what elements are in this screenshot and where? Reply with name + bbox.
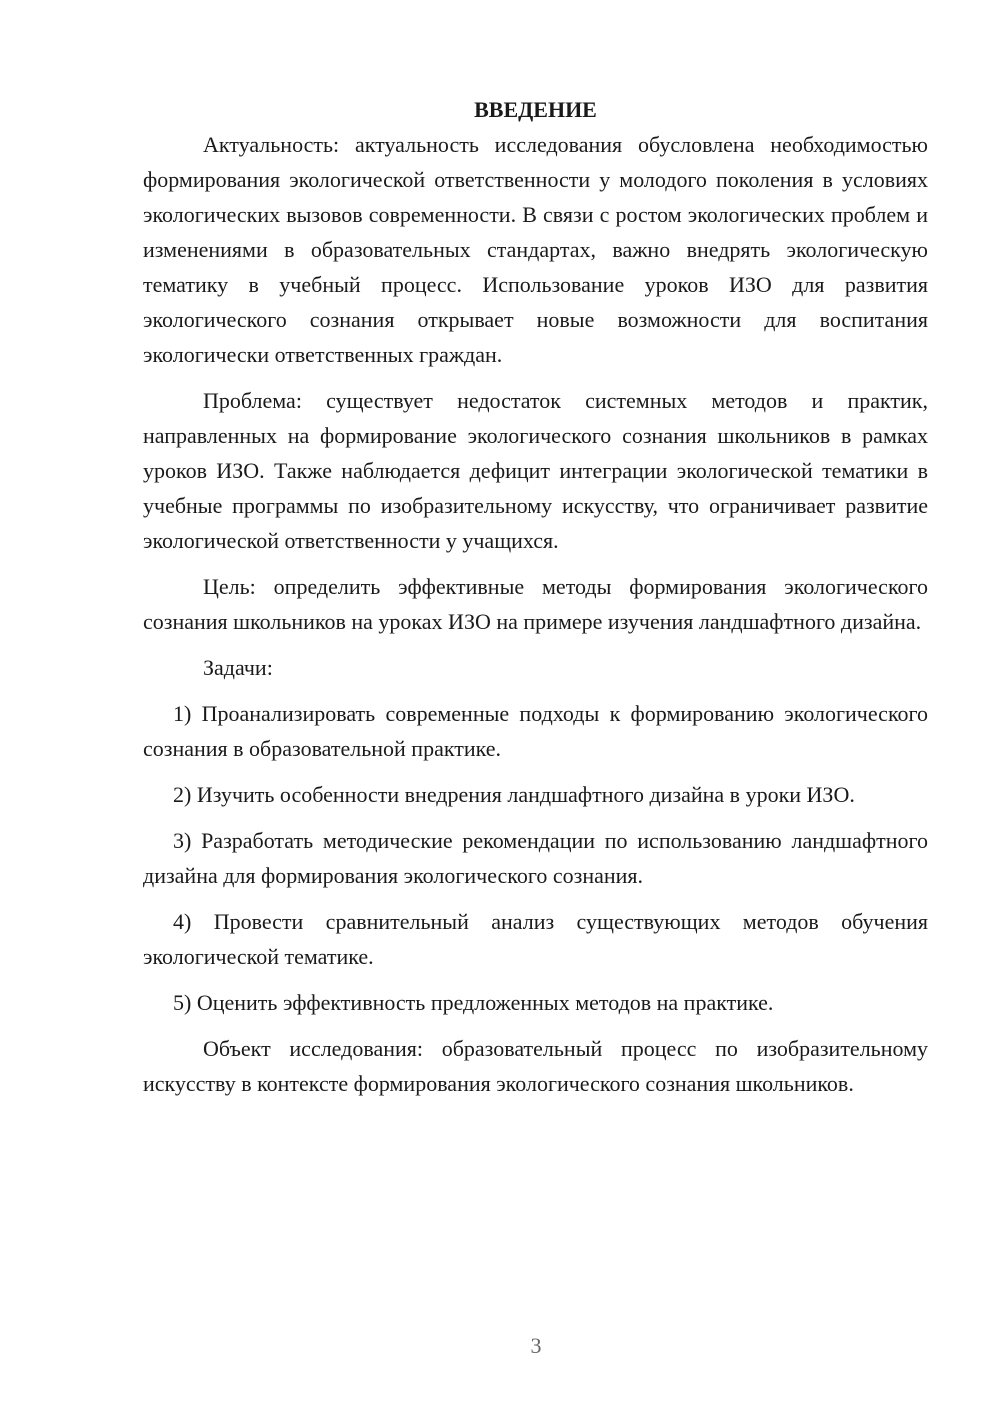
- relevance-paragraph: Актуальность: актуальность исследования обусловлена необходимостью формирования экологической ответственности у молодого поколения в условиях экологических вызовов современности. В связи с ростом экологических проблем и изменениями в образовательных стандартах, важно внедрять экологическую тематику в учебный процесс. Использование уроков ИЗО для развития экологического сознания открывает новые возможности для воспитания экологически ответственных граждан.: [143, 132, 928, 367]
- object-paragraph: Объект исследования: образовательный процесс по изобразительному искусству в контексте формирования экологического сознания школьников.: [143, 1036, 928, 1096]
- task-item-3: 3) Разработать методические рекомендации по использованию ландшафтного дизайна для формирования экологического сознания.: [143, 828, 928, 888]
- task-item-1: 1) Проанализировать современные подходы к формированию экологического сознания в образовательной практике.: [143, 701, 928, 761]
- section-title: ВВЕДЕНИЕ: [474, 97, 597, 122]
- task-item-5: 5) Оценить эффективность предложенных методов на практике.: [173, 990, 774, 1015]
- page-number: 3: [530, 1333, 542, 1358]
- tasks-heading: Задачи:: [203, 655, 273, 680]
- task-item-2: 2) Изучить особенности внедрения ландшафтного дизайна в уроки ИЗО.: [173, 782, 855, 807]
- page-content: [143, 92, 928, 1112]
- problem-paragraph: Проблема: существует недостаток системных методов и практик, направленных на формирование экологического сознания школьников в рамках уроков ИЗО. Также наблюдается дефицит интеграции экологической тематики в учебные программы по изобразительному искусству, что ограничивает развитие экологической ответственности у учащихся.: [143, 388, 928, 553]
- goal-paragraph: Цель: определить эффективные методы формирования экологического сознания школьников на уроках ИЗО на примере изучения ландшафтного дизайна.: [143, 574, 928, 634]
- task-item-4: 4) Провести сравнительный анализ существующих методов обучения экологической тематике.: [143, 909, 928, 969]
